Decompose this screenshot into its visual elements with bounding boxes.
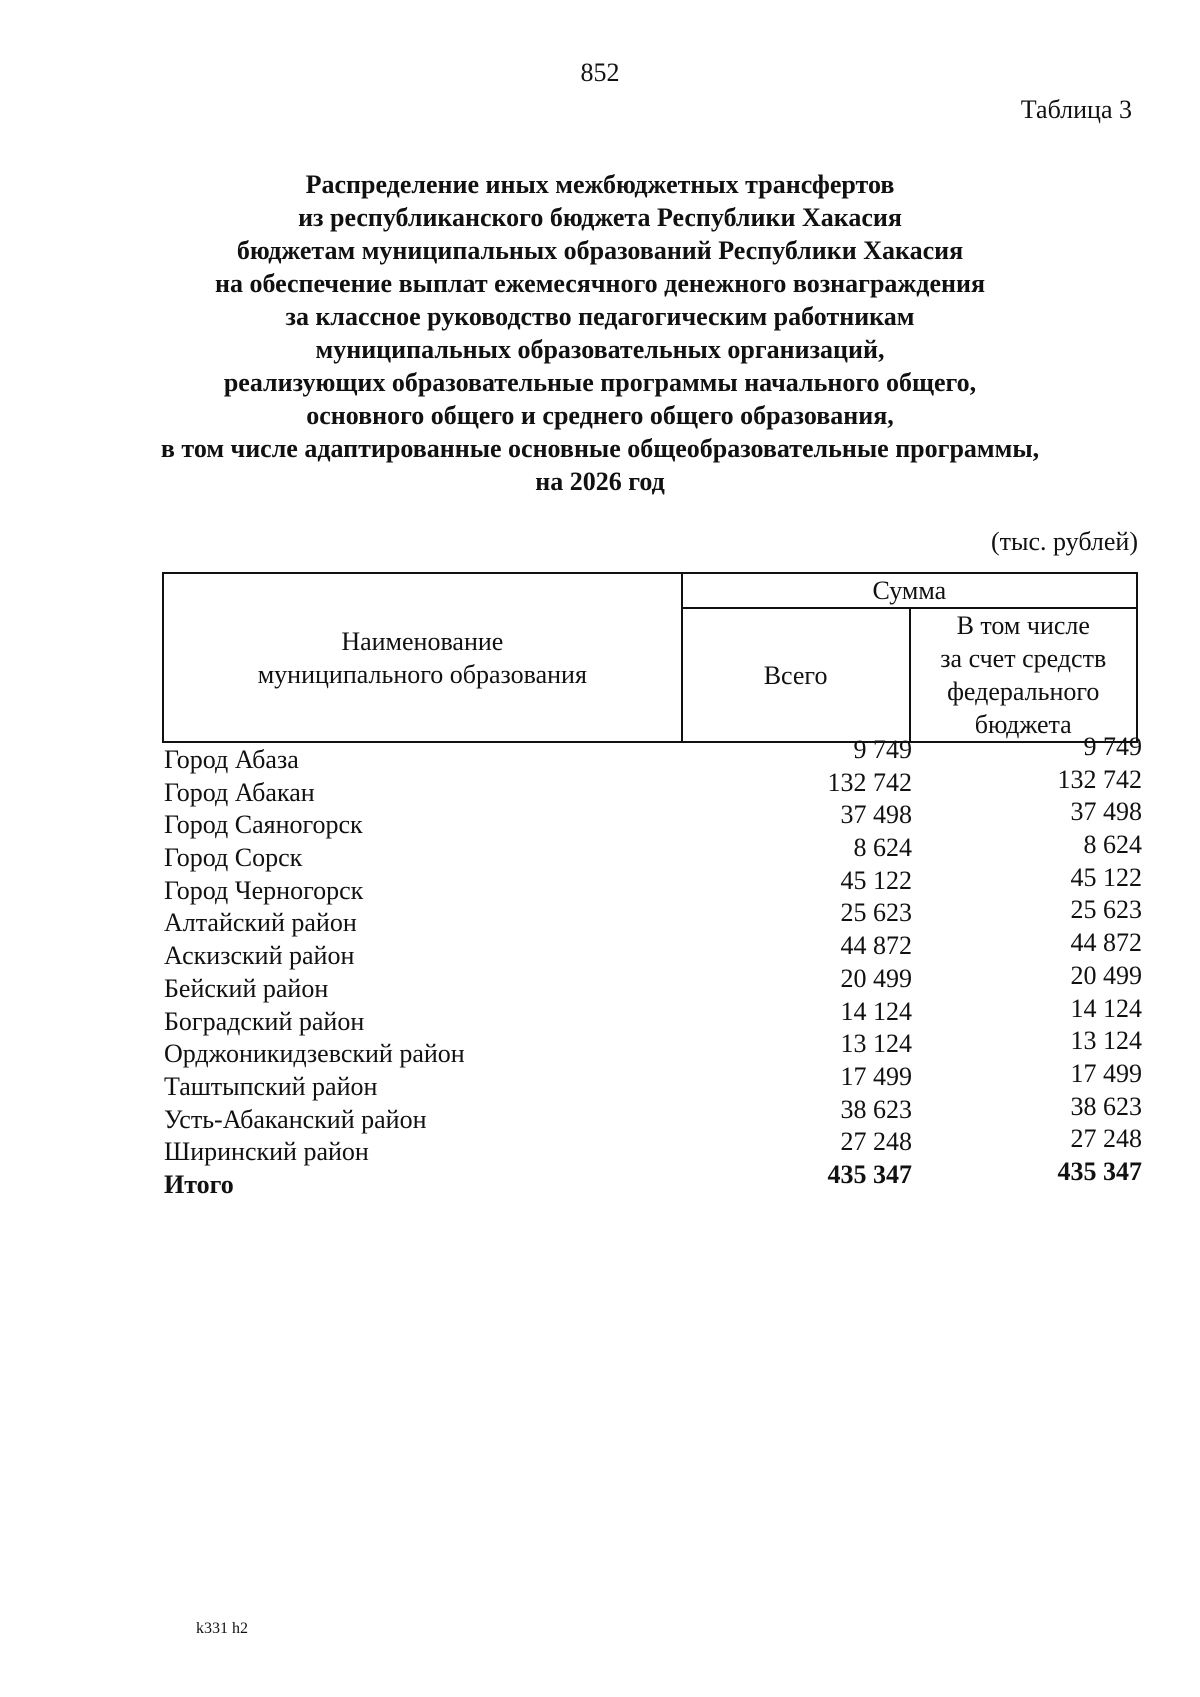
row-name: Аскизский район <box>164 941 355 971</box>
row-federal: 20 499 <box>1070 960 1142 990</box>
title-line: муниципальных образовательных организаций, <box>315 335 885 364</box>
row-name: Город Абакан <box>164 777 315 807</box>
row-federal: 38 623 <box>1070 1091 1142 1121</box>
title-line: Распределение иных межбюджетных трансфертов <box>305 170 895 199</box>
row-federal: 9 749 <box>1083 732 1142 761</box>
row-federal: 8 624 <box>1083 830 1142 860</box>
row-total: 17 499 <box>840 1061 912 1091</box>
page-number: 852 <box>580 58 620 87</box>
row-total: 8 624 <box>853 833 912 863</box>
header-name-line2: муниципального образования <box>257 659 587 689</box>
row-federal: 37 498 <box>1070 797 1142 827</box>
row-name: Боградский район <box>164 1006 365 1036</box>
row-total: 20 499 <box>840 963 912 993</box>
table-row <box>162 928 1142 971</box>
row-name: Таштыпский район <box>164 1071 378 1101</box>
row-total: 9 749 <box>853 735 912 764</box>
table-row <box>162 830 1142 873</box>
table-row <box>162 764 1142 807</box>
grand-total-total: 435 347 <box>827 1159 912 1189</box>
row-name: Город Абаза <box>164 745 299 774</box>
grand-total-name: Итого <box>164 1169 234 1199</box>
title-line: реализующих образовательные программы начального общего, <box>223 368 977 397</box>
row-name: Город Саяногорск <box>164 810 363 840</box>
table-label: Таблица 3 <box>1020 95 1132 124</box>
table-body <box>162 732 1142 1199</box>
table-row <box>162 1058 1142 1101</box>
row-name: Орджоникидзевский район <box>164 1039 465 1069</box>
title-line: из республиканского бюджета Республики Хакасия <box>298 203 902 232</box>
table-row <box>162 960 1142 1003</box>
title-line: за классное руководство педагогическим работникам <box>285 302 915 331</box>
row-name: Бейский район <box>164 973 329 1003</box>
row-name: Усть-Абаканский район <box>164 1104 427 1134</box>
title-line: в том числе адаптированные основные общеобразовательные программы, <box>160 434 1040 463</box>
table-row <box>162 732 1142 774</box>
row-federal: 27 248 <box>1070 1124 1142 1154</box>
header-name-line1: Наименование <box>341 626 504 656</box>
row-name: Город Сорск <box>164 843 303 873</box>
grand-total-row <box>162 1156 1142 1199</box>
table-header <box>162 572 1138 743</box>
row-total: 38 623 <box>840 1094 912 1124</box>
header-federal <box>910 608 1138 742</box>
document-title <box>100 168 1100 498</box>
grand-total-federal: 435 347 <box>1057 1156 1142 1186</box>
row-total: 44 872 <box>840 931 912 961</box>
title-line: на 2026 год <box>535 467 665 496</box>
row-federal: 13 124 <box>1070 1026 1142 1056</box>
header-total: Всего <box>682 608 910 742</box>
row-total: 27 248 <box>840 1127 912 1157</box>
title-line: основного общего и среднего общего образования, <box>306 401 894 430</box>
row-total: 25 623 <box>840 898 912 928</box>
header-federal-line4: бюджета <box>974 710 1072 739</box>
header-sum: Сумма <box>682 573 1137 608</box>
row-name: Алтайский район <box>164 908 357 938</box>
table-row <box>162 1026 1142 1069</box>
table-row <box>162 895 1142 938</box>
title-line: бюджетам муниципальных образований Республики Хакасия <box>236 236 964 265</box>
units-label: (тыс. рублей) <box>990 527 1138 556</box>
row-total: 14 124 <box>840 996 912 1026</box>
row-federal: 14 124 <box>1070 993 1142 1023</box>
table-row <box>162 1091 1142 1134</box>
header-federal-line2: за счет средств <box>940 644 1107 673</box>
row-federal: 25 623 <box>1070 895 1142 925</box>
header-federal-line3: федерального <box>947 677 1100 706</box>
row-total: 13 124 <box>840 1029 912 1059</box>
row-federal: 45 122 <box>1070 862 1142 892</box>
row-total: 45 122 <box>840 865 912 895</box>
table-row <box>162 797 1142 840</box>
header-federal-line1: В том числе <box>956 611 1090 640</box>
row-total: 37 498 <box>840 800 912 830</box>
title-line: на обеспечение выплат ежемесячного денежного вознаграждения <box>214 269 986 298</box>
row-federal: 44 872 <box>1070 928 1142 958</box>
footer-code: k331 h2 <box>196 1620 248 1637</box>
row-federal: 17 499 <box>1070 1058 1142 1088</box>
row-total: 132 742 <box>827 767 912 797</box>
row-name: Ширинский район <box>164 1137 369 1167</box>
row-name: Город Черногорск <box>164 875 364 905</box>
table-row <box>162 1124 1142 1167</box>
table-row <box>162 993 1142 1036</box>
header-name-column <box>163 573 682 742</box>
table-row <box>162 862 1142 905</box>
row-federal: 132 742 <box>1057 764 1142 794</box>
